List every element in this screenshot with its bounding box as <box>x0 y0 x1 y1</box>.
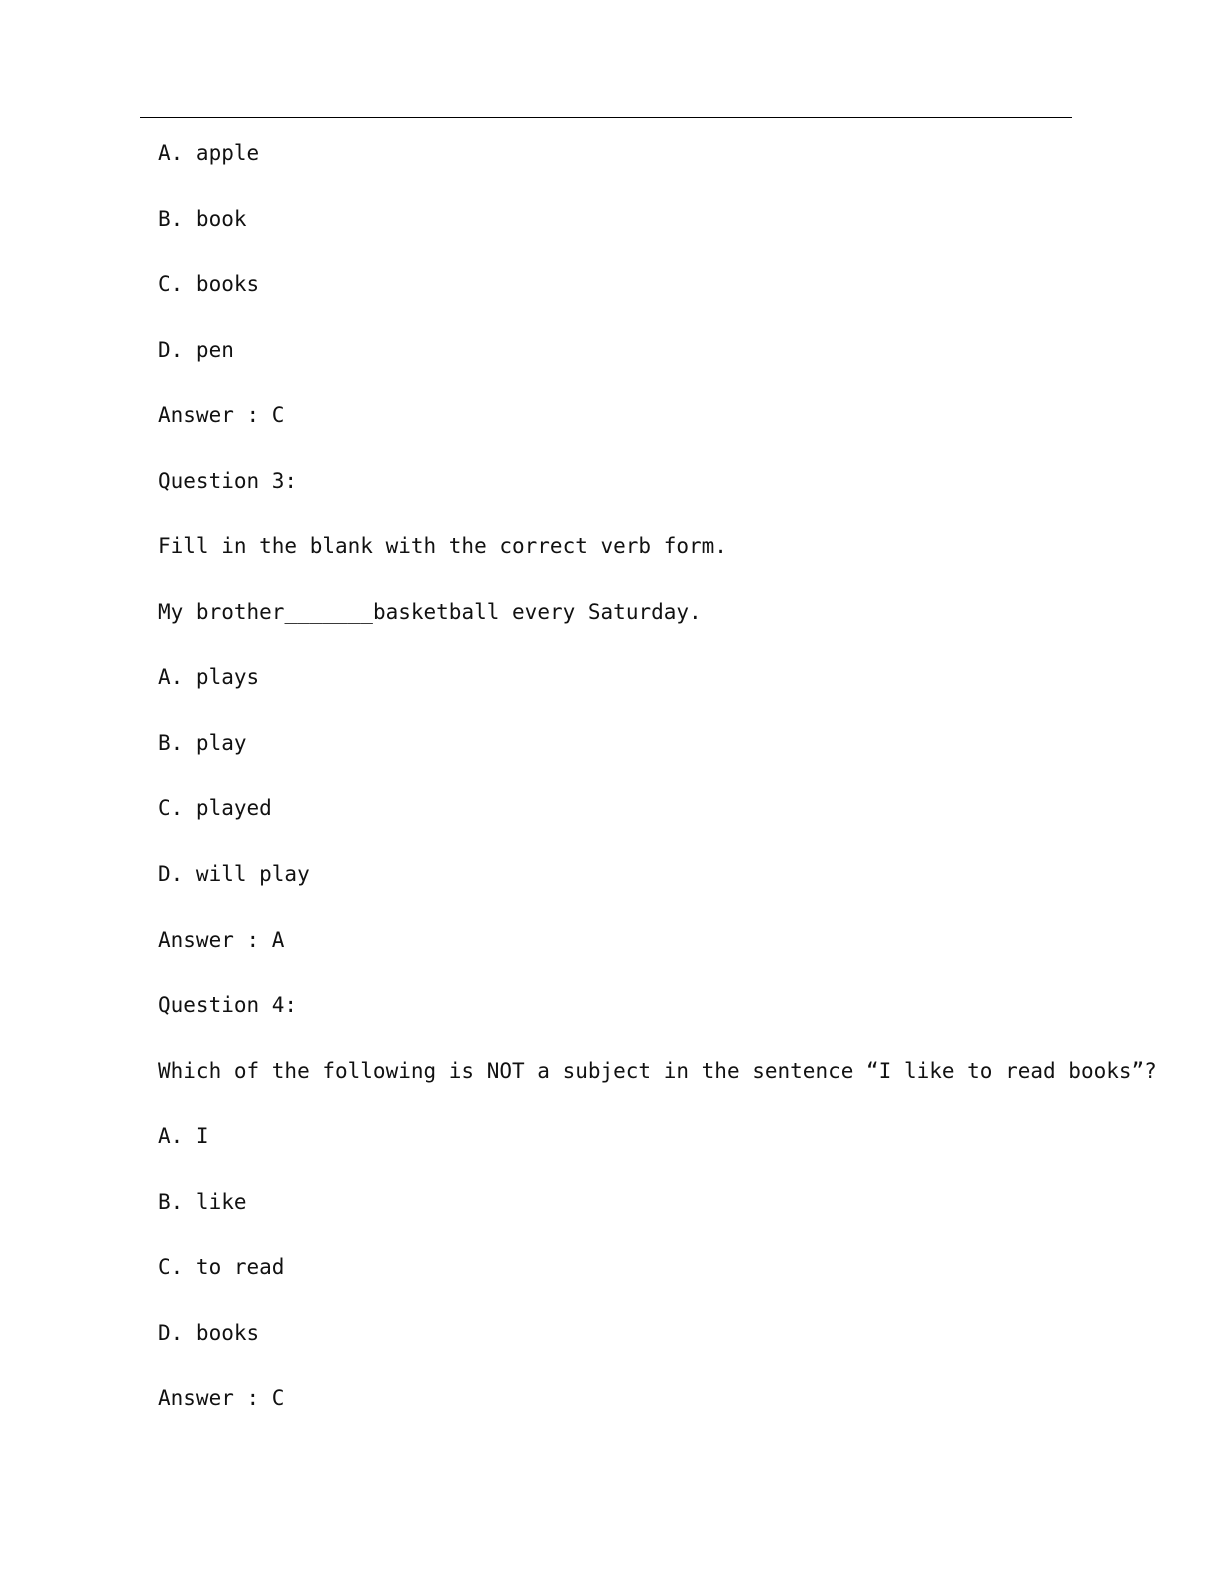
q3-answer: Answer : A <box>158 927 285 952</box>
q3-option-d: D. will play <box>158 862 310 887</box>
document-body <box>158 134 1158 1445</box>
q4-prompt: Which of the following is NOT a subject in the sentence “I like to read books”? <box>158 1058 1157 1083</box>
q3-sentence-after: basketball every Saturday. <box>372 599 702 624</box>
q4-option-d: D. books <box>158 1320 260 1345</box>
q3-title: Question 3: <box>158 468 298 493</box>
q3-sentence-before: My brother <box>158 599 285 624</box>
q4-answer: Answer : C <box>158 1386 285 1411</box>
q4-option-a: A. I <box>158 1124 209 1149</box>
q2-option-c: C. books <box>158 272 260 297</box>
q2-answer: Answer : C <box>158 403 285 428</box>
q3-option-c: C. played <box>158 796 272 821</box>
q4-title: Question 4: <box>158 993 298 1018</box>
q3-instruction: Fill in the blank with the correct verb form. <box>158 534 727 559</box>
q3-option-b: B. play <box>158 730 247 755</box>
q2-option-d: D. pen <box>158 337 234 362</box>
q4-option-c: C. to read <box>158 1255 285 1280</box>
q2-option-a: A. apple <box>158 141 260 165</box>
q4-option-b: B. like <box>158 1189 247 1214</box>
q2-option-b: B. book <box>158 206 247 231</box>
q3-blank: _______ <box>284 599 373 624</box>
q3-option-a: A. plays <box>158 665 260 690</box>
q3-sentence <box>158 593 1158 659</box>
header-rule <box>140 117 1072 118</box>
